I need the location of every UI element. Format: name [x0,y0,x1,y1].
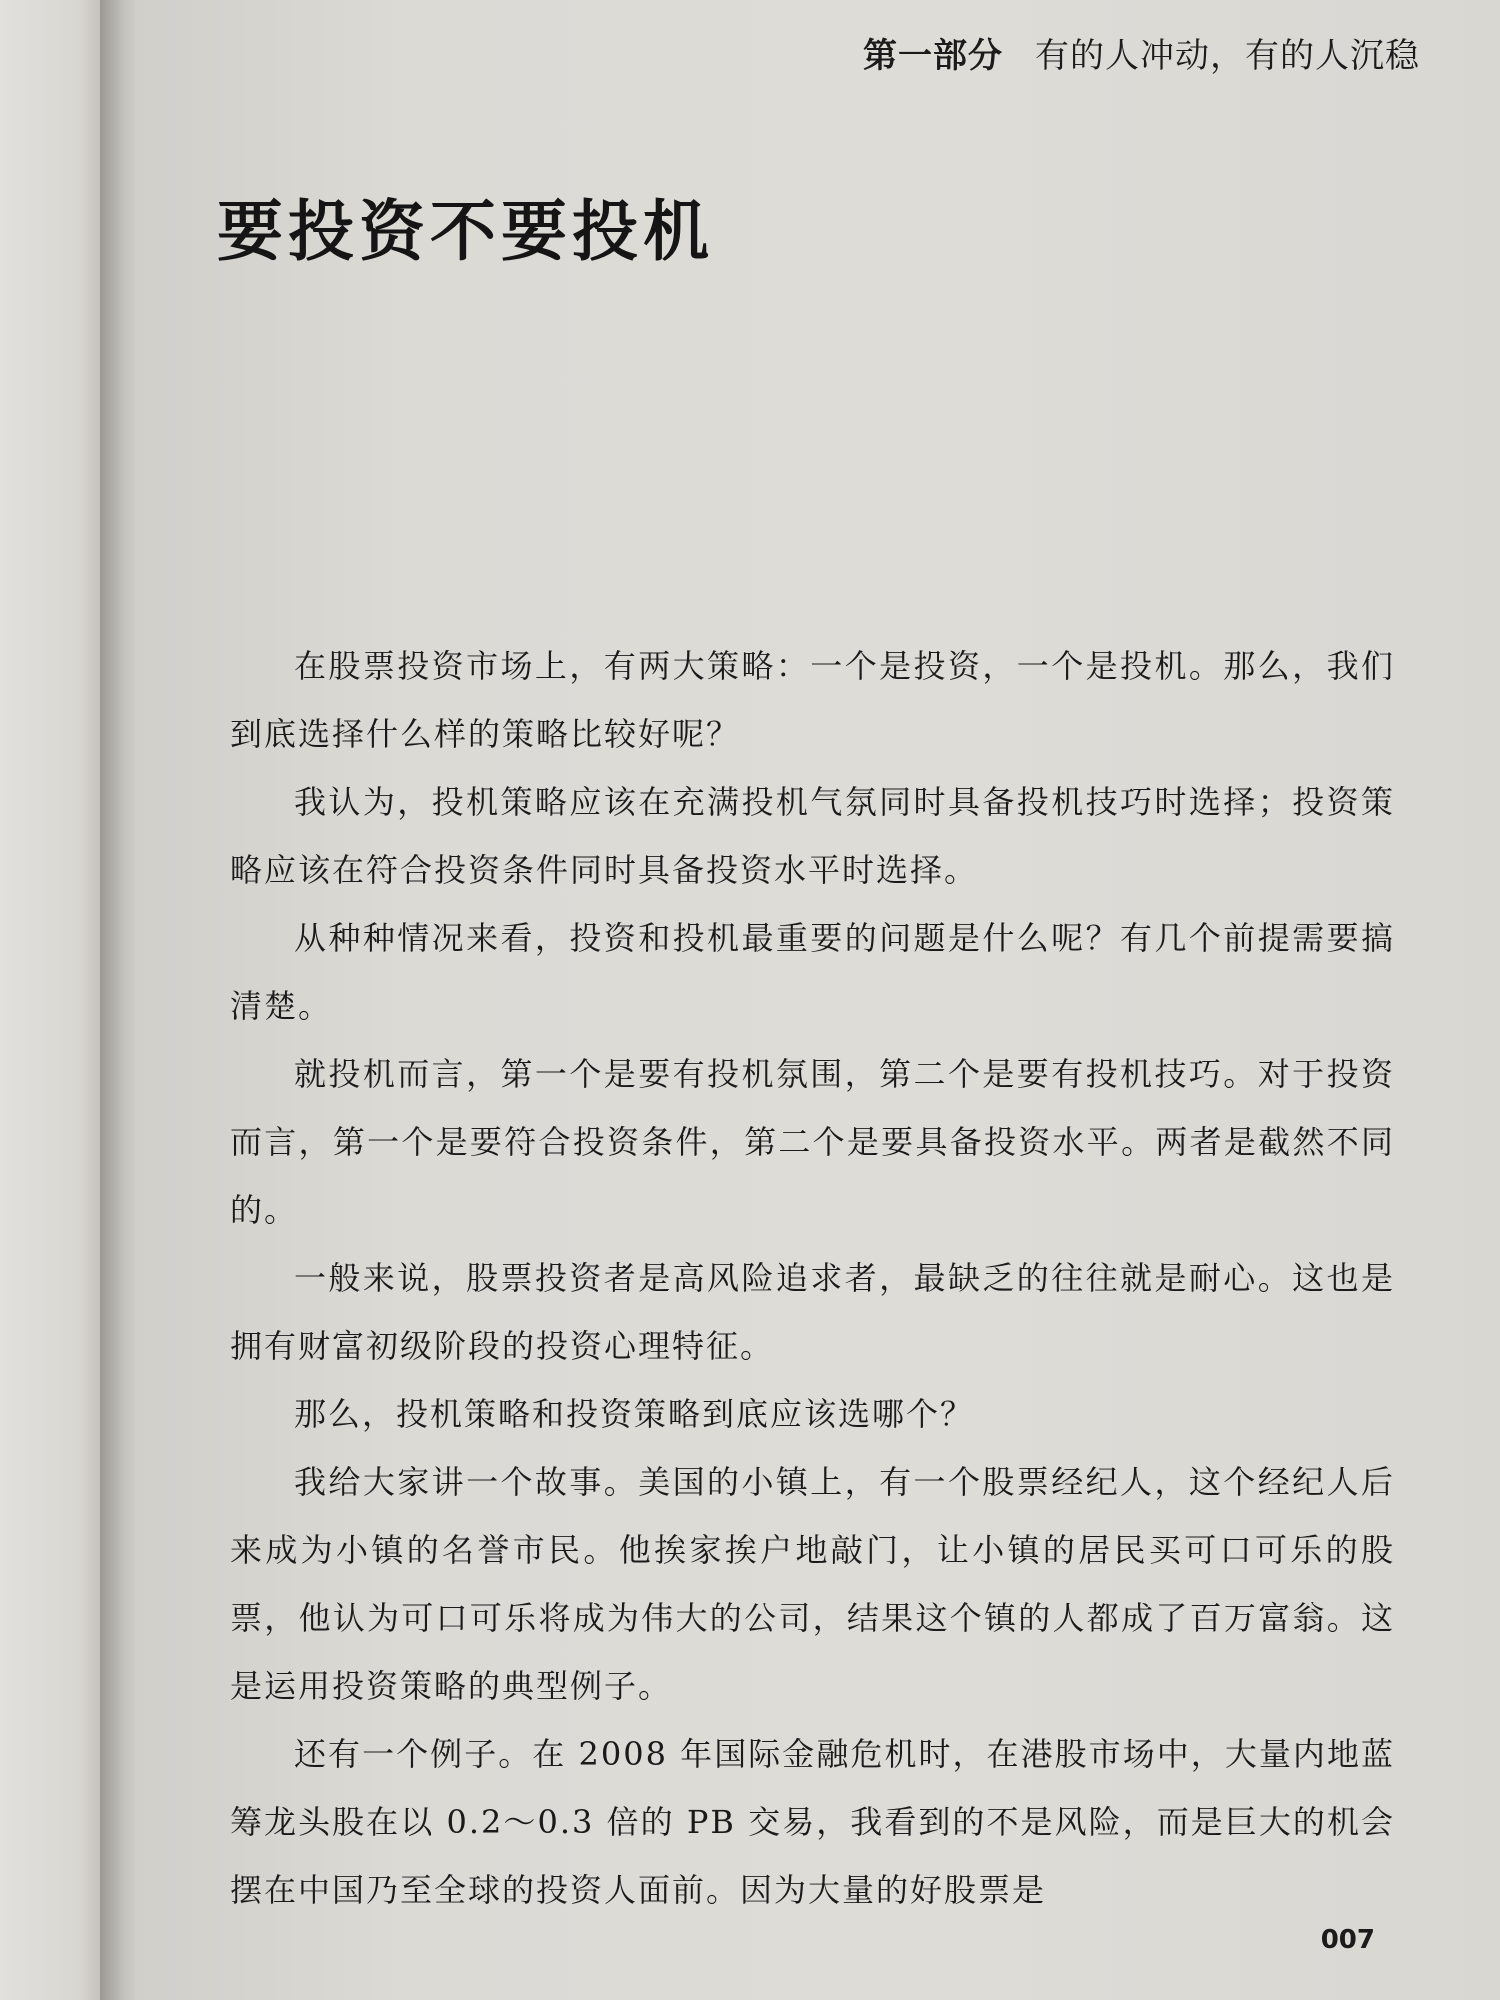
book-page [135,0,1500,2000]
paragraph: 在股票投资市场上，有两大策略：一个是投资，一个是投机。那么，我们到底选择什么样的策略比较好呢？ [230,647,1395,753]
running-header [863,28,1420,77]
adjacent-page-edge [0,0,110,2000]
paragraph: 那么，投机策略和投资策略到底应该选哪个？ [294,1395,975,1433]
paragraph: 我认为，投机策略应该在充满投机气氛同时具备投机技巧时选择；投资策略应该在符合投资条件同时具备投资水平时选择。 [230,783,1395,889]
body-text [230,632,1395,1924]
paragraph: 就投机而言，第一个是要有投机氛围，第二个是要有投机技巧。对于投资而言，第一个是要符合投资条件，第二个是要具备投资水平。两者是截然不同的。 [230,1055,1395,1229]
header-part-label: 第一部分 [863,36,1003,76]
header-section-title: 有的人冲动，有的人沉稳 [1035,36,1420,76]
paragraph: 从种种情况来看，投资和投机最重要的问题是什么呢？有几个前提需要搞清楚。 [230,919,1395,1025]
paragraph: 一般来说，股票投资者是高风险追求者，最缺乏的往往就是耐心。这也是拥有财富初级阶段的投资心理特征。 [230,1259,1395,1365]
paragraph: 还有一个例子。在 2008 年国际金融危机时，在港股市场中，大量内地蓝筹龙头股在以 0.2～0.3 倍的 PB 交易，我看到的不是风险，而是巨大的机会摆在中国乃至全球的投资人面前。因为大量的好股票是 [230,1735,1395,1909]
paragraph: 我给大家讲一个故事。美国的小镇上，有一个股票经纪人，这个经纪人后来成为小镇的名誉市民。他挨家挨户地敲门，让小镇的居民买可口可乐的股票，他认为可口可乐将成为伟大的公司，结果这个镇的人都成了百万富翁。这是运用投资策略的典型例子。 [230,1463,1395,1705]
page-number: 007 [1320,1925,1375,1955]
book-gutter [100,0,140,2000]
chapter-title: 要投资不要投机 [217,193,714,270]
